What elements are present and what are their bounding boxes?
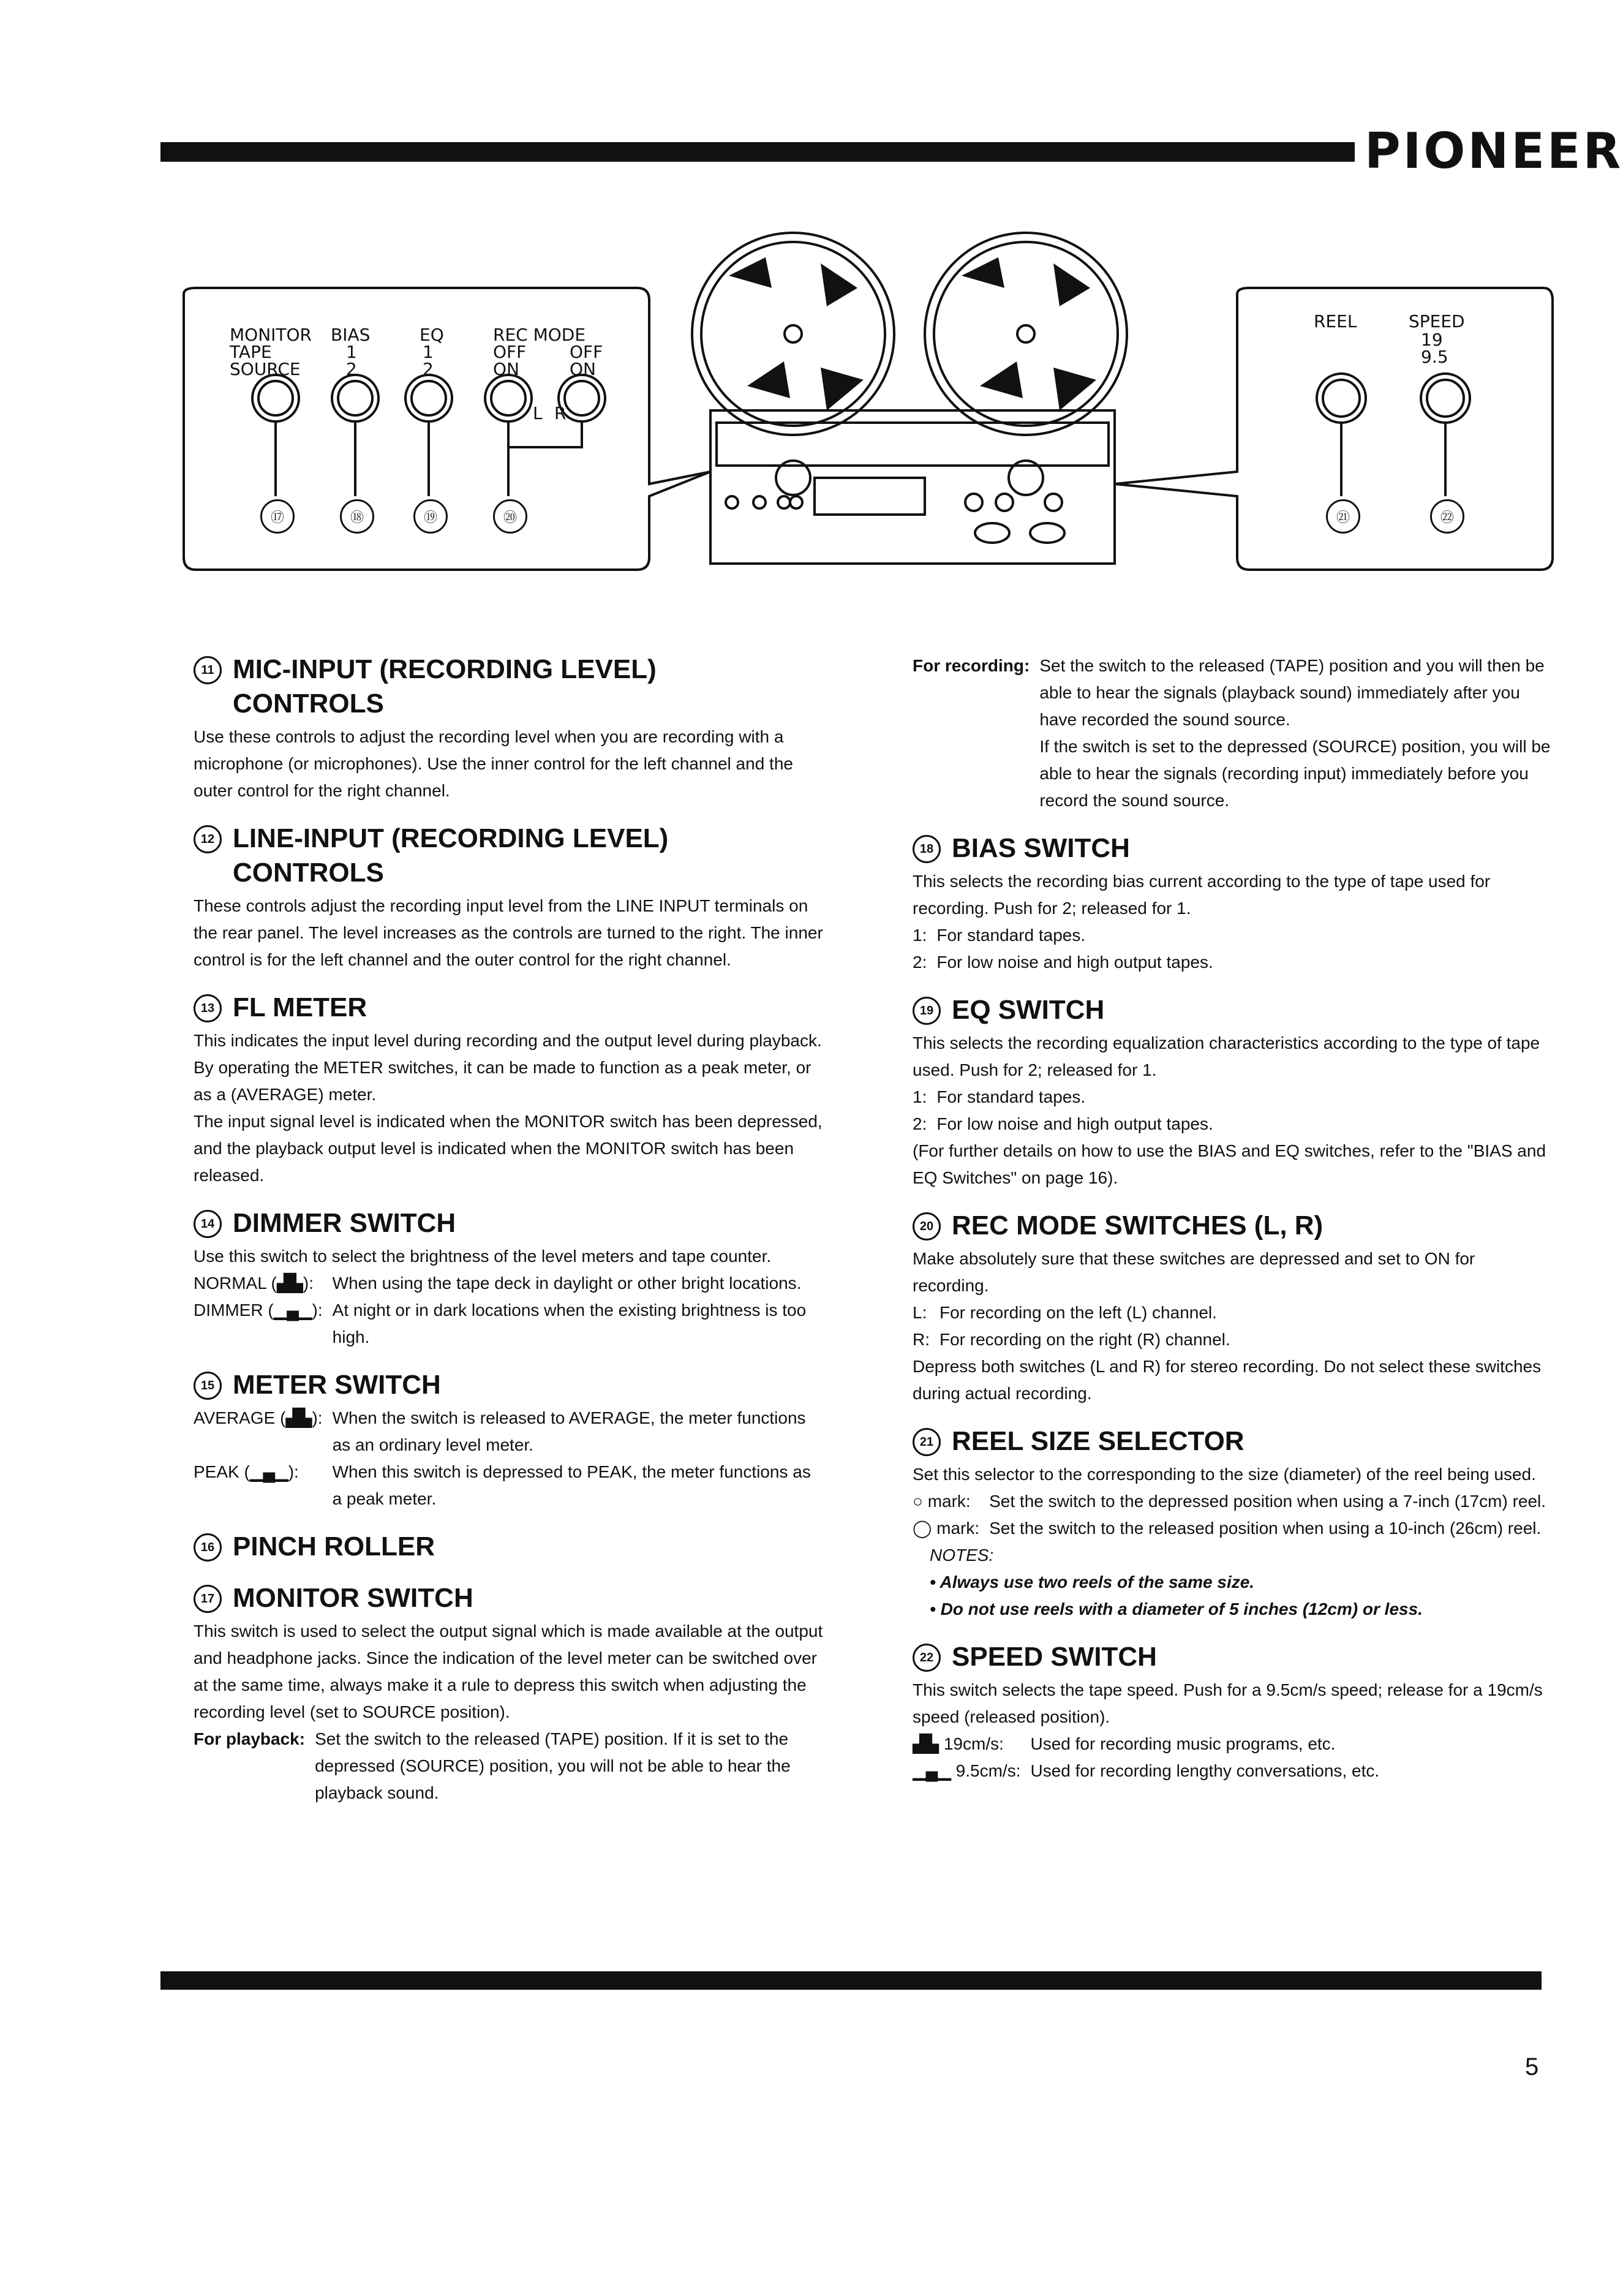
page-number: 5 [1525,2053,1539,2080]
section-mic-input [194,652,824,804]
term: ▟▙ 19cm/s: [913,1734,1004,1753]
meter-window [815,478,925,515]
definition: For low noise and high output tapes. [936,953,1213,972]
callout-22: ㉒ [1430,499,1464,534]
label-off-r: OFF [570,342,603,362]
label-rec-mode: REC MODE [493,325,586,345]
definition: Set the switch to the depressed position when using a 7-inch (17cm) reel. [989,1492,1546,1511]
callout-19: ⑲ [413,499,448,534]
label-speed-19: 19 [1421,330,1443,350]
bottom-rule [160,1971,1542,1990]
paragraph: The input signal level is indicated when the MONITOR switch has been depressed, and the playback output level is indicated when the MONITOR switch has been released. [194,1112,823,1185]
label-bias-2: 2 [346,359,357,379]
section-number: 15 [194,1372,222,1400]
callout-21: ㉑ [1326,499,1360,534]
section-body: These controls adjust the recording input level from the LINE INPUT terminals on the rear panel. The level increases as the controls are turned to the right. The inner control is for the left channel and the outer control for the right channel. [194,896,823,969]
term: 2: [913,953,927,972]
section-body: Make absolutely sure that these switches are depressed and set to ON for recording. [913,1249,1475,1295]
section-title: BIAS SWITCH [952,833,1130,863]
term: For recording: [913,656,1030,675]
section-dimmer [194,1206,824,1351]
definition: For low noise and high output tapes. [936,1114,1213,1133]
definition: Used for recording music programs, etc. [1030,1734,1336,1753]
definition: Set the switch to the released (TAPE) position and you will then be able to hear the signals (playback sound) immediately after you have recorded the sound source. [1039,656,1545,729]
note: (For further details on how to use the BIAS and EQ switches, refer to the "BIAS and EQ Switches" on page 16). [913,1141,1546,1187]
note-item: • Always use two reels of the same size. [930,1573,1255,1592]
label-eq-1: 1 [423,342,434,362]
brand-logo: PIONEER [1365,123,1623,179]
section-number: 22 [913,1644,941,1672]
section-fl-meter [194,991,824,1189]
section-meter-switch [194,1368,824,1512]
left-column [194,652,824,1824]
section-title: SPEED SWITCH [952,1642,1157,1672]
section-title: LINE-INPUT (RECORDING LEVEL) [233,823,669,853]
definition: If the switch is set to the depressed (SOURCE) position, you will be able to hear the signals (recording input) immediately before you record the sound source. [1039,737,1551,810]
section-rec-mode [913,1209,1556,1407]
label-reel: REEL [1314,311,1357,331]
section-number: 17 [194,1585,222,1613]
callout-20: ⑳ [493,499,527,534]
top-rule [160,142,1355,162]
section-bias [913,831,1556,976]
definition: For standard tapes. [936,1087,1086,1106]
section-body: Set this selector to the corresponding to the size (diameter) of the reel being used. [913,1465,1536,1484]
term: 1: [913,926,927,945]
label-tape: TAPE [230,342,272,362]
section-reel-size [913,1424,1556,1623]
term: ◯ mark: [913,1519,980,1538]
term: ○ mark: [913,1492,971,1511]
section-title: REEL SIZE SELECTOR [952,1426,1245,1456]
definition: When using the tape deck in daylight or other bright locations. [332,1274,802,1293]
label-on-r: ON [570,359,596,379]
section-pinch-roller [194,1530,824,1564]
for-recording [913,652,1556,814]
term: PEAK (▁▄▁): [194,1462,299,1481]
section-title: MONITOR SWITCH [233,1583,473,1613]
right-column [913,652,1556,1802]
callout-18: ⑱ [340,499,374,534]
section-speed [913,1640,1556,1784]
label-l: L [533,403,543,423]
section-number: 20 [913,1212,941,1241]
definition: For recording on the right (R) channel. [940,1330,1230,1349]
section-body: Use these controls to adjust the recording level when you are recording with a microphone (or microphones). Use the inner control for the left channel and the outer control for the right channel. [194,727,793,800]
label-bias-1: 1 [346,342,357,362]
section-body: This selects the recording equalization characteristics according to the type of tape used. Push for 2; released for 1. [913,1033,1540,1079]
term: For playback: [194,1729,306,1748]
label-source: SOURCE [230,359,301,379]
term: R: [913,1330,930,1349]
section-number: 14 [194,1210,222,1238]
section-body: This selects the recording bias current according to the type of tape used for recording. Push for 2; released for 1. [913,872,1491,918]
label-speed-95: 9.5 [1421,347,1448,367]
definition: Set the switch to the released position when using a 10-inch (26cm) reel. [989,1519,1542,1538]
section-monitor-switch [194,1581,824,1807]
section-title: REC MODE SWITCHES (L, R) [952,1210,1324,1241]
section-number: 18 [913,835,941,863]
note-item: • Do not use reels with a diameter of 5 inches (12cm) or less. [930,1599,1423,1618]
section-title: PINCH ROLLER [233,1531,435,1562]
section-title: MIC-INPUT (RECORDING LEVEL) [233,654,657,684]
section-title: DIMMER SWITCH [233,1208,456,1238]
callout-17: ⑰ [260,499,295,534]
section-number: 16 [194,1533,222,1562]
notes-title: NOTES: [930,1546,994,1565]
section-title: CONTROLS [233,858,384,888]
section-line-input [194,821,824,973]
paragraph: By operating the METER switches, it can be made to function as a peak meter, or as a (AVERAGE) meter. [194,1058,812,1104]
reel-left [692,233,894,435]
section-title: CONTROLS [233,689,384,719]
definition: When this switch is depressed to PEAK, the meter functions as a peak meter. [332,1462,811,1508]
section-number: 19 [913,997,941,1025]
term: 1: [913,1087,927,1106]
definition: Set the switch to the released (TAPE) position. If it is set to the depressed (SOURCE) position, you will not be able to hear the playback sound. [315,1729,791,1802]
paragraph: Depress both switches (L and R) for stereo recording. Do not select these switches during actual recording. [913,1357,1542,1403]
section-number: 13 [194,994,222,1022]
definition: For standard tapes. [936,926,1086,945]
definition: For recording on the left (L) channel. [940,1303,1217,1322]
section-body: This switch is used to select the output signal which is made available at the output and headphone jacks. Since the indication of the level meter can be switched over at the same time, always make it a rule to depress this switch when adjusting the recording level (set to SOURCE position). [194,1622,823,1721]
section-title: FL METER [233,992,367,1022]
definition: At night or in dark locations when the existing brightness is too high. [332,1301,807,1346]
term: NORMAL (▟▙): [194,1274,314,1293]
term: AVERAGE (▟▙): [194,1408,323,1427]
definition: When the switch is released to AVERAGE, the meter functions as an ordinary level meter. [332,1408,806,1454]
section-number: 12 [194,825,222,853]
term: DIMMER (▁▄▁): [194,1301,323,1320]
term: L: [913,1303,927,1322]
section-body: Use this switch to select the brightness of the level meters and tape counter. [194,1247,772,1266]
section-number: 21 [913,1428,941,1456]
label-eq: EQ [420,325,444,345]
section-body: This switch selects the tape speed. Push for a 9.5cm/s speed; release for a 19cm/s speed (released position). [913,1680,1543,1726]
section-title: EQ SWITCH [952,995,1105,1025]
term: ▁▄▁ 9.5cm/s: [913,1761,1021,1780]
section-eq [913,993,1556,1191]
paragraph: This indicates the input level during recording and the output level during playback. [194,1031,822,1050]
label-speed: SPEED [1409,311,1465,331]
reel-right [925,233,1127,435]
section-title: METER SWITCH [233,1370,441,1400]
label-r: R [554,403,567,423]
label-monitor: MONITOR [230,325,312,345]
definition: Used for recording lengthy conversations, etc. [1030,1761,1380,1780]
term: 2: [913,1114,927,1133]
label-on-l: ON [493,359,519,379]
tape-deck-diagram [178,214,1556,594]
section-number: 11 [194,656,222,684]
label-bias: BIAS [331,325,371,345]
label-off-l: OFF [493,342,527,362]
label-eq-2: 2 [423,359,434,379]
